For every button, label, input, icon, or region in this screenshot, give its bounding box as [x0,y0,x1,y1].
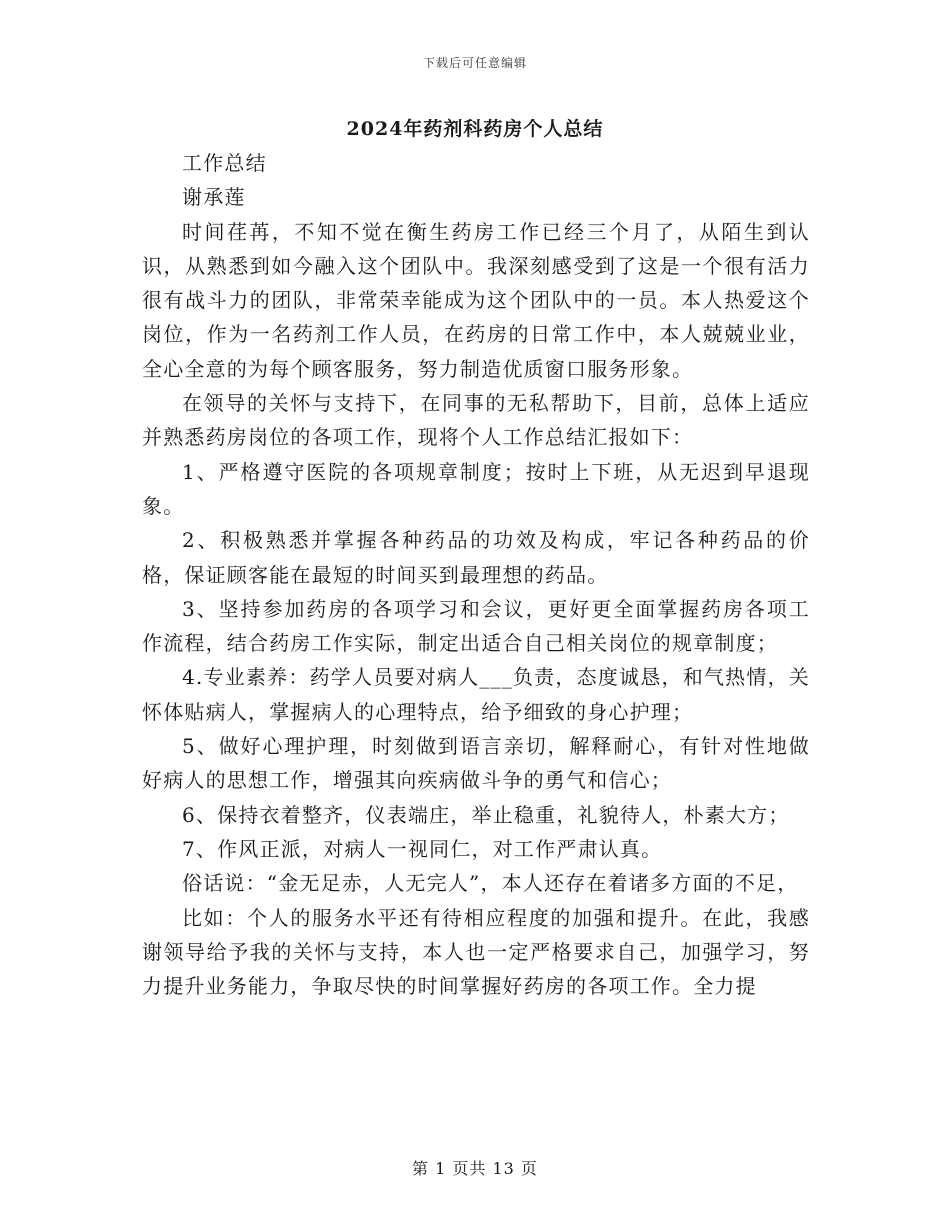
paragraph-summary-lead: 在领导的关怀与支持下，在同事的无私帮助下，目前，总体上适应并熟悉药房岗位的各项工作，现将个人工作总结汇报如下： [142,391,810,450]
paragraph-author: 谢承莲 [182,185,246,210]
document-title: 2024年药剂科药房个人总结 [346,118,604,140]
paragraph-item-4: 4.专业素养：药学人员要对病人___负责，态度诚恳，和气热情，关怀体贴病人，掌握病人的心理特点，给予细致的身心护理； [142,665,810,724]
paragraph-shortcomings: 俗话说：“金无足赤，人无完人”，本人还存在着诸多方面的不足， [182,871,799,896]
paragraph-item-1: 1、严格遵守医院的各项规章制度；按时上下班，从无迟到早退现象。 [142,459,810,518]
paragraph-item-3: 3、坚持参加药房的各项学习和会议，更好更全面掌握药房各项工作流程，结合药房工作实际，制定出适合自己相关岗位的规章制度； [142,596,810,656]
page-indicator: 第 1 页共 13 页 [412,1159,538,1178]
paragraph-intro: 时间荏苒，不知不觉在衡生药房工作已经三个月了，从陌生到认识，从熟悉到如今融入这个团队中。我深刻感受到了这是一个很有活力很有战斗力的团队，非常荣幸能成为这个团队中的一员。本人热爱这个岗位，作为一名药剂工作人员，在药房的日常工作中，本人兢兢业业，全心全意的为每个顾客服务，努力制造优质窗口服务形象。 [142,219,810,381]
document-body [142,146,810,1003]
paragraph-item-6: 6、保持衣着整齐，仪表端庄，举止稳重，礼貌待人，朴素大方； [182,802,790,827]
paragraph-item-7: 7、作风正派，对病人一视同仁，对工作严肃认真。 [182,836,663,861]
paragraph-item-5: 5、做好心理护理，时刻做到语言亲切，解释耐心，有针对性地做好病人的思想工作，增强其向疾病做斗争的勇气和信心； [142,734,810,793]
paragraph-item-2: 2、积极熟悉并掌握各种药品的功效及构成，牢记各种药品的价格，保证顾客能在最短的时间买到最理想的药品。 [142,528,810,587]
paragraph-closing: 比如：个人的服务水平还有待相应程度的加强和提升。在此，我感谢领导给予我的关怀与支持，本人也一定严格要求自己，加强学习，努力提升业务能力，争取尽快的时间掌握好药房的各项工作。全力提 [142,905,810,999]
header-note: 下载后可任意编辑 [422,56,527,70]
paragraph-section-label: 工作总结 [182,151,267,175]
